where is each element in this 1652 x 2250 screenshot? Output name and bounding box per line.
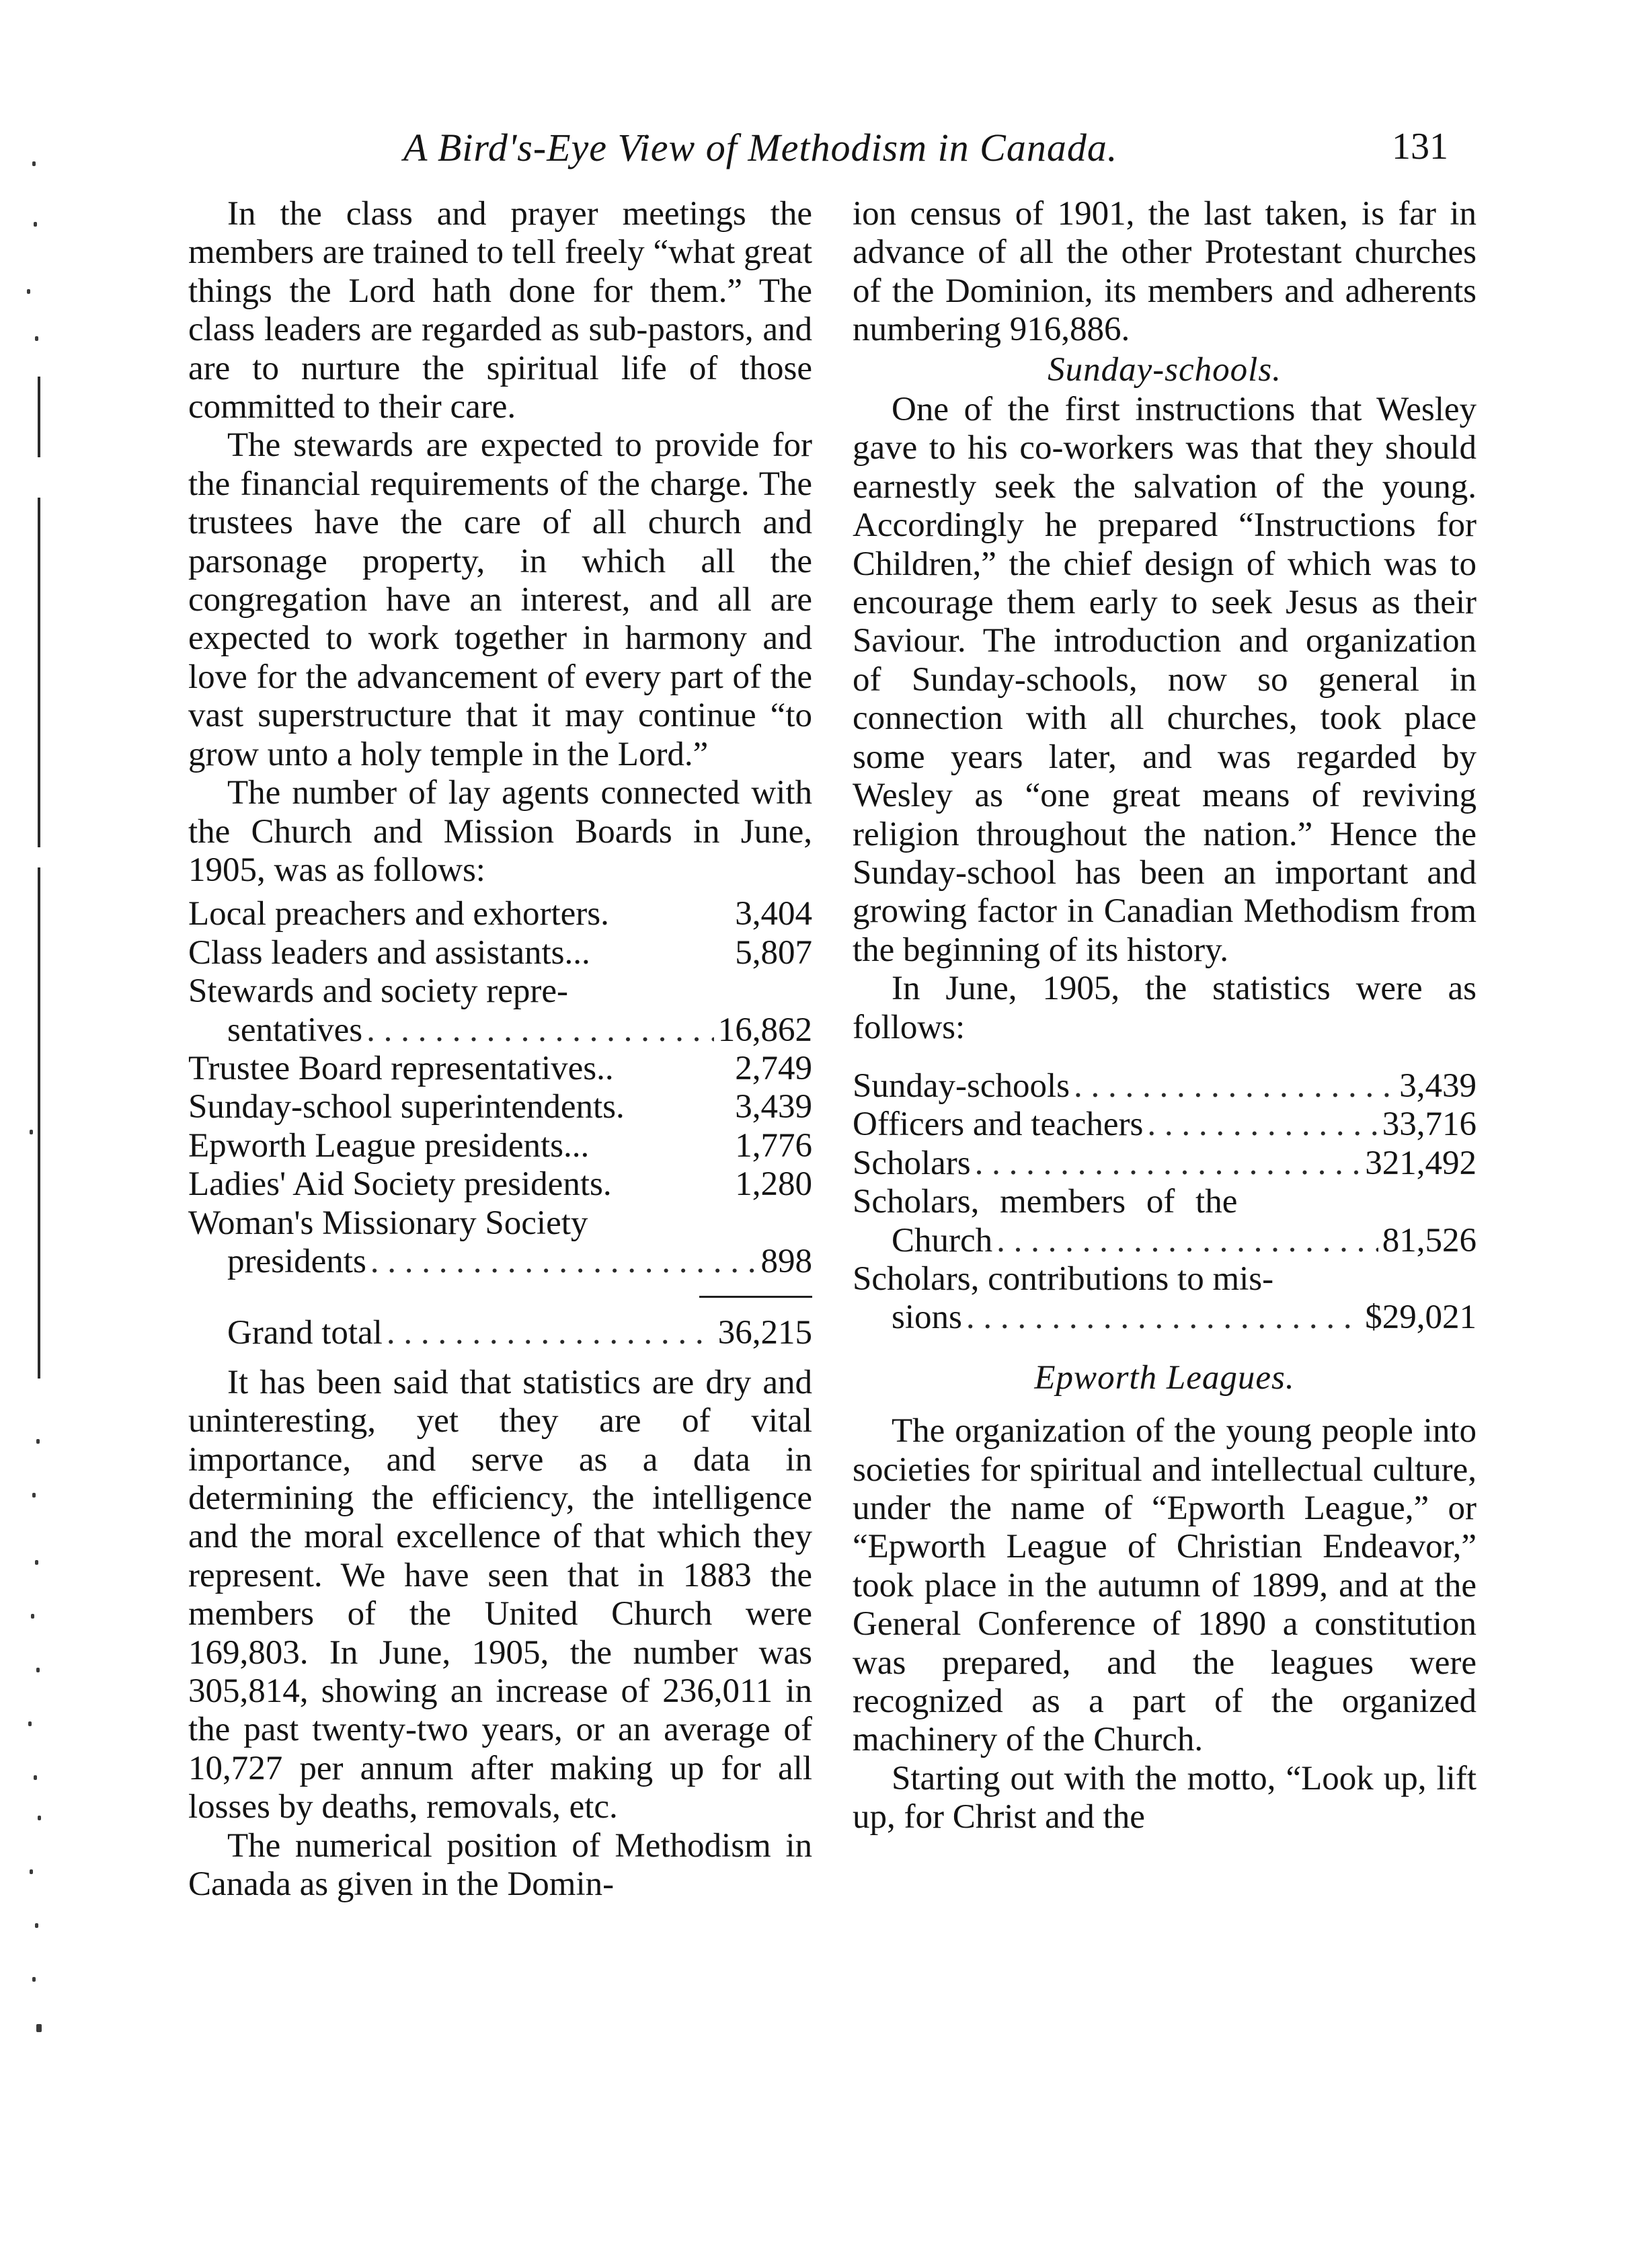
table-row — [188, 934, 812, 972]
paragraph: ion census of 1901, the last taken, is far in advance of all the other Protestant churches of the Dominion, its members and adherents numbering 916,886. — [853, 195, 1477, 349]
row-value: 81,526 — [1382, 1221, 1477, 1259]
row-value: 33,716 — [1382, 1105, 1477, 1144]
table-row — [188, 1127, 812, 1165]
row-value: $29,021 — [1365, 1298, 1477, 1337]
paragraph: Starting out with the motto, “Look up, lift up, for Christ and the — [853, 1759, 1477, 1836]
row-value: 321,492 — [1365, 1144, 1477, 1182]
paragraph: The organization of the young people into societies for spiritual and intellectual culture, under the name of “Epworth League,” or “Epworth League of Christian Endeavor,” took place in the autumn of 1899, and at the General Conference of 1890 a constitution was prepared, and the leagues were recognized as a part of the organized machinery of the Church. — [853, 1412, 1477, 1759]
row-value: 898 — [760, 1242, 812, 1280]
lay-agents-table — [188, 895, 812, 1352]
table-row — [853, 1105, 1477, 1144]
paragraph: The numerical position of Methodism in Canada as given in the Domin- — [188, 1826, 812, 1904]
table-row — [188, 1165, 812, 1204]
row-label: Sunday-schools — [853, 1066, 1070, 1105]
table-row — [188, 1011, 812, 1050]
table-row — [188, 1088, 812, 1126]
row-value: 3,439 — [735, 1088, 812, 1126]
section-heading-epworth-leagues: Epworth Leagues. — [1034, 1358, 1295, 1397]
sum-rule — [699, 1296, 812, 1298]
section-heading-sunday-schools: Sunday-schools. — [1048, 350, 1282, 389]
paragraph: In the class and prayer meetings the members are trained to tell freely “what great things the Lord hath done for them.” The class leaders are regarded as sub-pastors, and are to nurture the spiritual life of those committed to their care. — [188, 195, 812, 426]
row-label-first-line: Scholars, contributions to mis- — [853, 1259, 1274, 1298]
paragraph: The number of lay agents connected with the Church and Mission Boards in June, 1905, was as follows: — [188, 774, 812, 889]
running-head: A Bird's-Eye View of Methodism in Canada. — [403, 126, 1118, 169]
row-label: presidents — [227, 1242, 366, 1280]
table-row — [188, 1243, 812, 1281]
row-label: Class leaders and assistants... — [188, 933, 590, 972]
table-row — [853, 1145, 1477, 1183]
row-label: Ladies' Aid Society presidents. — [188, 1165, 612, 1204]
table-row — [853, 1298, 1477, 1337]
left-column — [188, 195, 812, 1904]
row-value: 3,404 — [735, 895, 812, 933]
scan-margin-marks — [20, 121, 47, 2038]
row-label: Sunday-school superintendents. — [188, 1088, 625, 1126]
paragraph: One of the first instructions that Wesley gave to his co-workers was that they should earnestly seek the salvation of the young. Accordingly he prepared “Instructions for Children,” the chief design of which was to encourage them early to seek Jesus as their Saviour. The introduction and organization of Sunday-schools, now so general in connection with all churches, took place some years later, and was regarded by Wesley as “one great means of reviving religion throughout the nation.” Hence the Sunday-school has been an important and growing factor in Canadian Methodism from the beginning of its history. — [853, 391, 1477, 969]
row-label: sentatives — [227, 1011, 363, 1049]
paragraph: It has been said that statistics are dry and uninteresting, yet they are of vital importance, and serve as a data in determining the efficiency, the intelligence and the moral excellence of that which they represent. We have seen that in 1883 the members of the United Church were 169,803. In June, 1905, the number was 305,814, showing an increase of 236,011 in the past twenty-two years, or an average of 10,727 per annum after making up for all losses by deaths, removals, etc. — [188, 1363, 812, 1826]
row-label: Epworth League presidents... — [188, 1126, 590, 1165]
table-row — [188, 1050, 812, 1088]
table-row — [188, 895, 812, 933]
row-value: 5,807 — [735, 933, 812, 972]
row-label-first-line: Woman's Missionary Society — [188, 1204, 588, 1242]
paragraph: In June, 1905, the statistics were as follows: — [853, 970, 1477, 1046]
row-label: Church — [892, 1221, 993, 1259]
table-row — [853, 1222, 1477, 1260]
grand-total-label: Grand total — [227, 1314, 383, 1352]
row-value: 16,862 — [717, 1011, 812, 1049]
row-label: Trustee Board representatives.. — [188, 1049, 614, 1087]
row-value: 3,439 — [1399, 1066, 1477, 1105]
row-label-first-line: Scholars, members of the — [853, 1183, 1238, 1221]
row-label: Scholars — [853, 1144, 971, 1182]
row-value: 1,776 — [735, 1126, 812, 1165]
paragraph: The stewards are expected to provide for the financial requirements of the charge. The trustees have the care of all church and parsonage property, in which all the congregation have an interest, and all are expected to work together in harmony and love for the advancement of every part of the vast superstructure that it may continue “to grow unto a holy temple in the Lord.” — [188, 426, 812, 773]
row-value: 2,749 — [735, 1049, 812, 1087]
grand-total-value: 36,215 — [717, 1314, 812, 1352]
page-number: 131 — [1392, 126, 1448, 167]
sunday-school-stats-table — [853, 1067, 1477, 1337]
table-row — [853, 1067, 1477, 1105]
row-label-first-line: Stewards and society repre- — [188, 972, 569, 1011]
row-label: sions — [892, 1298, 962, 1337]
row-label: Officers and teachers — [853, 1105, 1144, 1144]
row-label: Local preachers and exhorters. — [188, 895, 609, 933]
right-column — [853, 195, 1477, 1837]
grand-total-row — [188, 1314, 812, 1352]
row-value: 1,280 — [735, 1165, 812, 1204]
